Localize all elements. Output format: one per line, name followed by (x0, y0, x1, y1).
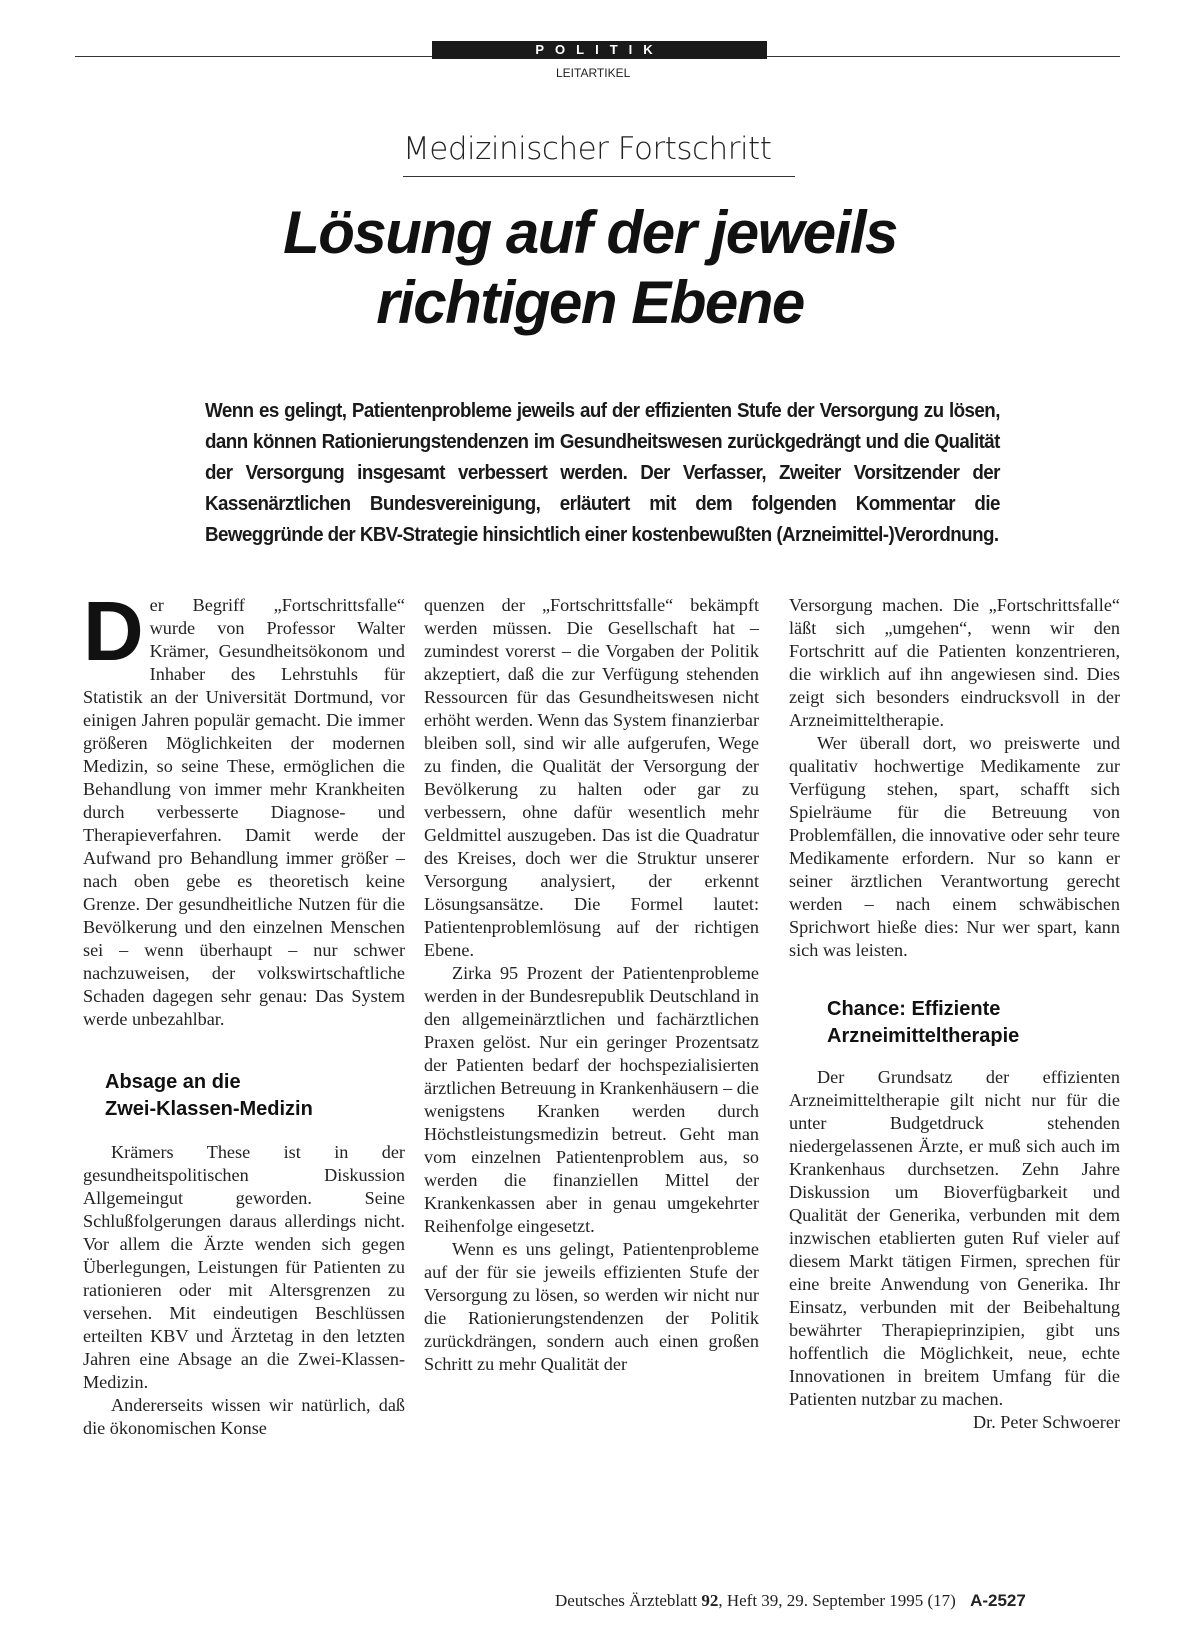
paragraph-continuation: quenzen der „Fortschrittsfalle“ bekämpft werden müssen. Die Gesellschaft hat – zumindest vorerst – die Vorgaben der Politik akzeptiert, daß die zur Verfügung stehenden Ressourcen für das Gesundheitswesen nicht erhöht werden. Wenn das System finanzierbar bleiben soll, sind wir alle aufgerufen, Wege zu finden, die Qualität der Versorgung der Bevölkerung zu halten oder gar zu verbessern, ohne dafür wesentlich mehr Geldmittel auszugeben. Das ist die Quadratur des Kreises, doch wer die Struktur unserer Versorgung analysiert, der erkennt Lösungsansätze. Die Formel lautet: Patientenproblemlösung auf der richtigen Ebene. (424, 595, 759, 960)
journal-volume: 92 (701, 1591, 719, 1610)
column-2 (424, 594, 759, 1376)
paragraph-continued: Andererseits wissen wir natürlich, daß die ökonomischen Konse (83, 1395, 405, 1438)
column-3 (789, 594, 1120, 1434)
issue-date: , Heft 39, 29. September 1995 (17) (718, 1591, 956, 1610)
subhead-1-line-2: Zwei-Klassen-Medizin (105, 1098, 313, 1120)
subhead-zwei-klassen (105, 1069, 405, 1123)
column-1 (83, 584, 405, 1440)
subhead-1-line-1: Absage an die (105, 1071, 241, 1093)
section-label: POLITIK (432, 41, 767, 59)
headline-line-2: richtigen Ebene (376, 269, 804, 336)
subsection-label: LEITARTIKEL (556, 66, 631, 80)
subhead-2-line-1: Chance: Effiziente (827, 998, 1001, 1020)
paragraph-continued: Wenn es uns gelingt, Patientenprobleme auf der für sie jeweils effizienten Stufe der Versorgung zu lösen, so werden wir nicht nur die Rationierungstendenzen der Politik zurückdrängen, sondern auch einen großen Schritt zu mehr Qualität der (424, 1239, 759, 1374)
paragraph: Der Grundsatz der effizienten Arzneimitteltherapie gilt nicht nur für die unter Budgetdruck stehenden niedergelassenen Ärzte, er muß sich auch im Krankenhaus durchsetzen. Zehn Jahre Diskussion um Bioverfügbarkeit und Qualität der Generika, verbunden mit dem inzwischen etablierten guten Ruf vieler auf diesem Markt tätigen Firmen, sprechen für eine breite Anwendung von Generika. Ihr Einsatz, verbunden mit der Beibehaltung bewährter Therapieprinzipien, gibt uns hoffentlich die Möglichkeit, neue, echte Innovationen in breitem Umfang für die Patienten nutzbar zu machen. (789, 1067, 1120, 1409)
paragraph-continuation: Versorgung machen. Die „Fortschrittsfalle“ läßt sich „umgehen“, wenn wir den Fortschritt auf die Patienten konzentrieren, die wirklich auf ihn angewiesen sind. Dies zeigt sich besonders eindrucksvoll in der Arzneimitteltherapie. (789, 595, 1120, 730)
subhead-2-line-2: Arzneimitteltherapie (827, 1025, 1020, 1047)
paragraph: Wer überall dort, wo preiswerte und qualitativ hochwertige Medikamente zur Verfügung stehen, spart, schafft sich Spielräume für die Betreuung von Problemfällen, die innovative oder sehr teure Medikamente erfordern. Nur so kann er seiner ärztlichen Verantwortung gerecht werden – nach einem schwäbischen Sprichwort hieße dies: Nur wer spart, kann sich was leisten. (789, 733, 1120, 960)
kicker-underline (403, 176, 795, 177)
paragraph-intro-text: er Begriff „Fortschrittsfalle“ wurde von Professor Walter Krämer, Gesundheitsökonom und Inhaber des Lehrstuhls für Statistik an der Universität Dortmund, vor einigen Jahren populär gemacht. Die immer größeren Möglichkeiten der modernen Medizin, so seine These, ermöglichen die Behandlung von immer mehr Krankheiten durch verbesserte Diagnose- und Therapieverfahren. Damit werde der Aufwand pro Behandlung immer größer – nach oben gebe es theoretisch keine Grenze. Der gesundheitliche Nutzen für die Bevölkerung und den einzelnen Menschen sei – wenn überhaupt – nur schwer nachzuweisen, der volkswirtschaftliche Schaden dagegen sehr genau: Das System werde unbezahlbar. (83, 595, 405, 1029)
paragraph-intro (83, 584, 405, 1031)
paragraph: Zirka 95 Prozent der Patientenprobleme werden in der Bundesrepublik Deutschland in den allgemeinärztlichen und fachärztlichen Praxen gelöst. Nur ein geringer Prozentsatz der Patienten bedarf der hochspezialisierten ärztlichen Betreuung in Krankenhäusern – die wenigstens Kranken werden durch Höchstleistungsmedizin betreut. Geht man vom einzelnen Patientenproblem aus, so werden die finanziellen Mittel der Krankenkassen aber in genau umgekehrter Reihenfolge eingesetzt. (424, 963, 759, 1236)
journal-name: Deutsches Ärzteblatt (555, 1591, 698, 1610)
paragraph: Krämers These ist in der gesundheitspolitischen Diskussion Allgemeingut geworden. Seine Schlußfolgerungen daraus allerdings nicht. Vor allem die Ärzte wenden sich gegen Überlegungen, Leistungen für Patienten zu rationieren oder mit Altersgrenzen zu versehen. Mit eindeutigen Beschlüssen erteilten KBV und Ärztetag in den letzten Jahren eine Absage an die Zwei-Klassen-Medizin. (83, 1142, 405, 1392)
subhead-arzneimitteltherapie (827, 996, 1120, 1050)
page-number: A-2527 (970, 1591, 1026, 1610)
headline-line-1: Lösung auf der jeweils (283, 199, 897, 266)
page-footer (555, 1591, 1026, 1611)
author-byline: Dr. Peter Schwoerer (973, 1412, 1120, 1432)
article-kicker: Medizinischer Fortschritt (403, 131, 772, 167)
drop-cap: D (83, 584, 144, 678)
article-lead: Wenn es gelingt, Patientenprobleme jeweils auf der effizienten Stufe der Versorgung zu lösen, dann können Rationierungstendenzen im Gesundheitswesen zurückgedrängt und die Qualität der Versorgung insgesamt verbessert werden. Der Verfasser, Zweiter Vorsitzender der Kassenärztlichen Bundesvereinigung, erläutert mit dem folgenden Kommentar die Beweggründe der KBV-Strategie hinsichtlich einer kostenbewußten (Arzneimittel-)Verordnung. (205, 400, 1000, 546)
article-headline (150, 198, 1030, 338)
